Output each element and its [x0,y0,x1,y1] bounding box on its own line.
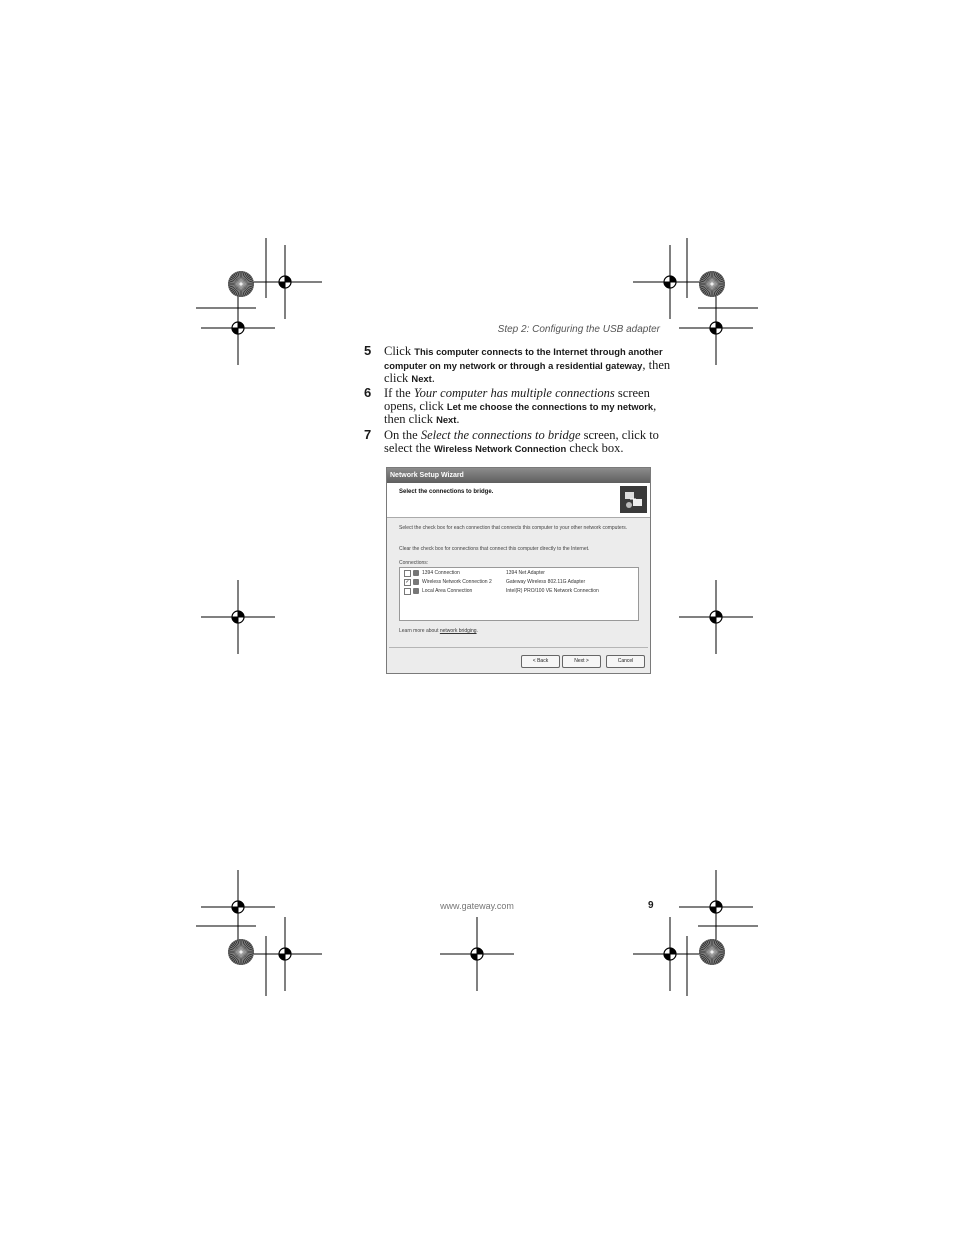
step-text-lead: Click [384,344,415,358]
ui-term: Wireless Network Connection [433,442,567,454]
connection-checkbox[interactable] [404,570,411,577]
wireless-connection-icon [413,579,419,585]
step-text-mid: , then click [384,357,671,385]
step-text-end: . [431,371,435,385]
page-number: 9 [648,900,654,911]
lan-connection-icon [413,588,419,594]
dialog-heading: Select the connections to bridge. [399,489,494,495]
network-setup-wizard-dialog [386,467,651,674]
ui-term: This computer connects to the Internet through another computer on my network or through a residential gateway [384,346,663,371]
dialog-header [387,483,650,518]
running-head: Step 2: Configuring the USB adapter [497,324,660,335]
instruction-text: Clear the check box for connections that connect this computer directly to the Internet. [399,546,590,552]
cancel-button[interactable]: Cancel [606,655,645,668]
network-connection-icon [413,570,419,576]
network-bridging-link[interactable]: network bridging [439,628,477,634]
connections-list [399,567,639,621]
step-text [384,345,674,386]
registration-crosshair [633,917,707,991]
back-button[interactable]: < Back [521,655,560,668]
registration-crosshair [201,870,275,944]
registration-crosshair [440,917,514,991]
screen-name: Your computer has multiple connections [413,386,615,400]
step-text-mid: screen, click to select the [384,428,659,455]
connection-checkbox[interactable] [404,588,411,595]
learn-suffix: . [476,628,478,634]
dialog-separator [389,647,648,648]
registration-crosshair [248,245,322,319]
ui-term: Next [436,414,457,425]
learn-more-text [399,628,478,634]
connection-name: Local Area Connection [422,588,473,594]
step-text [384,429,674,455]
instruction-text: Select the check box for each connection that connects this computer to your other network computers. [399,525,628,531]
registration-starburst [228,271,254,297]
connection-name: Wireless Network Connection 2 [422,579,492,585]
step-number: 5 [364,343,372,358]
connection-checkbox[interactable]: ✓ [405,579,410,585]
registration-crosshair [633,245,707,319]
connection-device: 1394 Net Adapter [506,570,545,576]
step-text-mid: , then click [384,398,657,426]
registration-starburst [699,271,725,297]
step-number: 7 [364,427,372,442]
step-text-lead: If the [384,386,414,400]
step-number: 6 [364,385,372,400]
registration-crosshair [201,291,275,365]
connection-device: Gateway Wireless 802.11G Adapter [506,579,586,585]
connection-name: 1394 Connection [422,570,460,576]
registration-starburst [228,939,254,965]
learn-prefix: Learn more about [399,628,440,634]
list-item[interactable] [404,578,634,586]
footer-website: www.gateway.com [440,901,514,911]
registration-crosshair [679,291,753,365]
registration-crosshair [248,917,322,991]
screen-name: Select the connections to bridge [420,428,581,442]
ui-term: Next [411,373,432,384]
registration-crosshair [679,870,753,944]
registration-starburst [699,939,725,965]
list-item[interactable] [404,587,634,595]
ui-term: Let me choose the connections to my network [446,400,654,412]
registration-crosshair [201,580,275,654]
dialog-title: Network Setup Wizard [387,468,650,483]
step-text-lead: On the [384,428,421,442]
registration-crosshair [679,580,753,654]
connection-device: Intel(R) PRO/100 VE Network Connection [506,588,599,594]
connections-label: Connections: [399,560,429,566]
step-text-end: . [456,412,460,426]
step-text [384,387,674,427]
step-text-end: check box. [566,440,624,455]
next-button[interactable]: Next > [562,655,601,668]
list-item[interactable] [404,569,634,577]
step-text-mid: screen opens, click [384,386,650,413]
network-wizard-icon [620,486,647,513]
